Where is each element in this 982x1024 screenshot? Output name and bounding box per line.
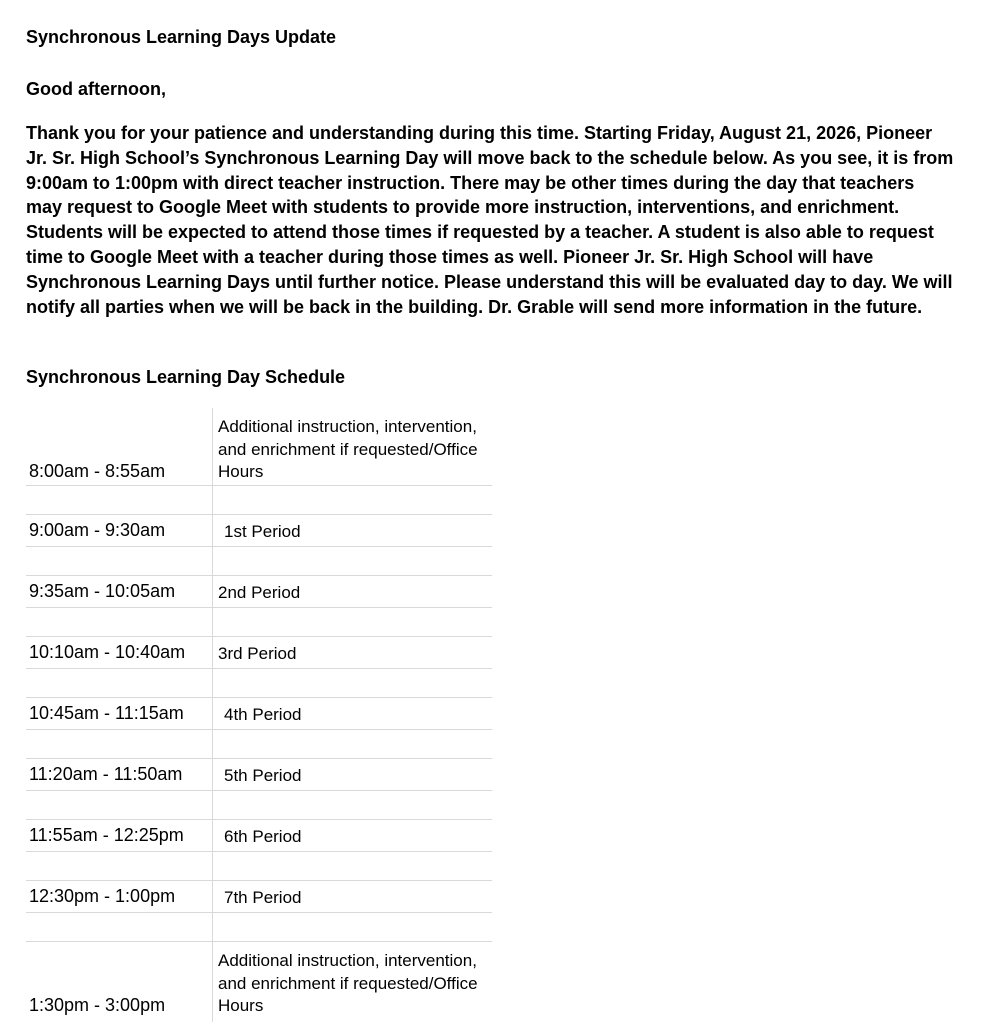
schedule-row [26,881,492,913]
schedule-row [26,820,492,852]
schedule-time: 10:45am - 11:15am [29,703,184,723]
schedule-row [26,637,492,669]
schedule-spacer-row [26,608,492,637]
body-paragraph: Thank you for your patience and understanding during this time. Starting Friday, August 21, 2026, Pioneer Jr. Sr. High School’s Synchronous Learning Day will move back to the schedule below. As you see, it is from 9:00am to 1:00pm with direct teacher instruction. There may be other times during the day that teachers may request to Google Meet with students to provide more instruction, interventions, and enrichment. Students will be expected to attend those times if requested by a teacher. A student is also able to request time to Google Meet with a teacher during those times as well. Pioneer Jr. Sr. High School will have Synchronous Learning Days until further notice. Please understand this will be evaluated day to day. We will notify all parties when we will be back in the building. Dr. Grable will send more information in the future. [26,123,954,317]
schedule-row [26,759,492,791]
schedule-time: 8:00am - 8:55am [29,461,166,481]
greeting: Good afternoon, [26,79,166,99]
schedule-spacer-row [26,913,492,942]
schedule-time: 9:00am - 9:30am [29,520,166,540]
schedule-spacer-row [26,852,492,881]
schedule-row [26,698,492,730]
schedule-spacer-row [26,791,492,820]
schedule-spacer-row [26,547,492,576]
schedule-activity: 3rd Period [218,644,297,663]
schedule-spacer-row [26,486,492,515]
schedule-time: 10:10am - 10:40am [29,642,186,662]
schedule-row [26,515,492,547]
schedule-time: 12:30pm - 1:00pm [29,886,176,906]
schedule-time: 1:30pm - 3:00pm [29,995,166,1015]
schedule-activity: 7th Period [224,888,302,907]
schedule-activity: 2nd Period [218,583,301,602]
schedule-time: 11:20am - 11:50am [29,764,183,784]
schedule-row [26,408,492,486]
schedule-row [26,576,492,608]
schedule-activity: 5th Period [224,766,302,785]
schedule-spacer-row [26,669,492,698]
schedule-activity: 6th Period [224,827,302,846]
schedule-spacer-row [26,730,492,759]
schedule-table [26,408,492,1020]
schedule-activity: Additional instruction, intervention, and enrichment if requested/Office Hours [218,951,478,1015]
schedule-time: 11:55am - 12:25pm [29,825,184,845]
document-title: Synchronous Learning Days Update [26,27,337,47]
schedule-activity: 4th Period [224,705,302,724]
schedule-title: Synchronous Learning Day Schedule [26,367,346,387]
schedule-row [26,942,492,1020]
schedule-activity: 1st Period [224,522,301,541]
schedule-time: 9:35am - 10:05am [29,581,176,601]
schedule-activity: Additional instruction, intervention, and enrichment if requested/Office Hours [218,417,478,481]
